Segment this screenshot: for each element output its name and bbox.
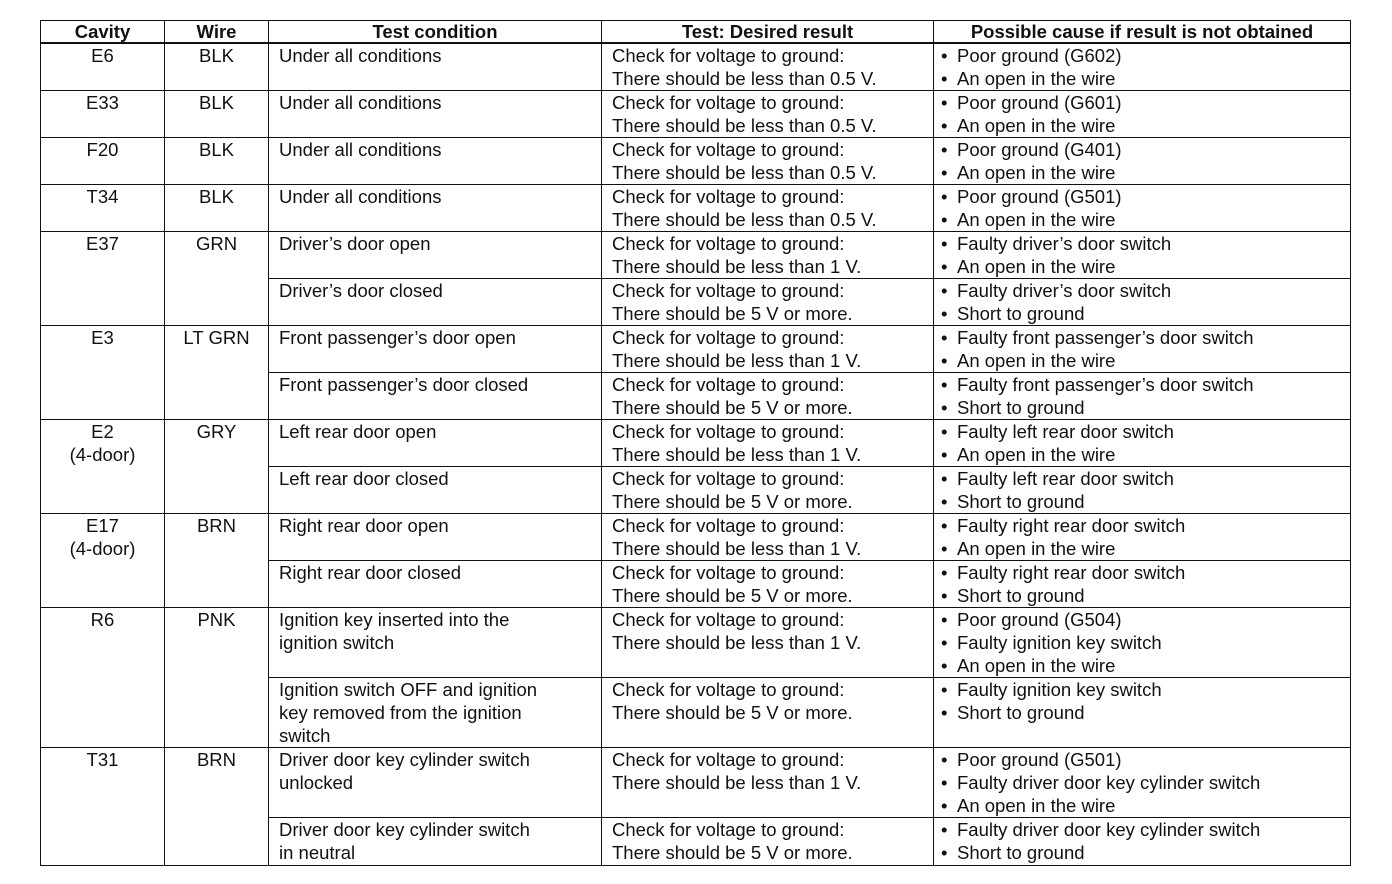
possible-cause-cell (934, 748, 1351, 818)
test-condition-text: ignition switch (279, 632, 395, 653)
table-header-row (41, 21, 1351, 44)
wire-color-cell: BRN (165, 748, 269, 866)
cavity-cell (41, 91, 165, 138)
desired-result-cell (602, 373, 934, 420)
cause-item (934, 420, 1350, 443)
possible-cause-cell (934, 326, 1351, 373)
wire-color-cell: BLK (165, 185, 269, 232)
desired-result-cell (602, 514, 934, 561)
test-condition-text: Front passenger’s door open (279, 327, 516, 348)
cause-text: An open in the wire (957, 655, 1116, 676)
table-row (41, 138, 1351, 185)
desired-result-text: Check for voltage to ground: (612, 280, 845, 301)
table-row (41, 420, 1351, 467)
bullet-icon: • (941, 186, 948, 207)
possible-cause-cell (934, 608, 1351, 678)
cause-text: An open in the wire (957, 162, 1116, 183)
desired-result-cell (602, 608, 934, 678)
possible-cause-cell (934, 678, 1351, 748)
cause-text: Faulty ignition key switch (957, 679, 1162, 700)
test-condition-text: Ignition key inserted into the (279, 609, 510, 630)
bullet-icon: • (941, 655, 948, 676)
test-condition-text: Right rear door closed (279, 562, 462, 583)
test-condition-text: Under all conditions (279, 186, 442, 207)
cavity-cell (41, 748, 165, 866)
bullet-icon: • (941, 679, 948, 700)
bullet-icon: • (941, 421, 948, 442)
cause-text: Faulty driver’s door switch (957, 233, 1172, 254)
desired-result-text: Check for voltage to ground: (612, 468, 845, 489)
wire-color-cell: BLK (165, 138, 269, 185)
cause-text: Poor ground (G504) (957, 609, 1122, 630)
desired-result-text: There should be less than 0.5 V. (612, 115, 877, 136)
desired-result-cell (602, 467, 934, 514)
cause-text: Faulty right rear door switch (957, 562, 1186, 583)
possible-cause-cell (934, 91, 1351, 138)
cause-text: Short to ground (957, 303, 1085, 324)
cause-text: Short to ground (957, 702, 1085, 723)
desired-result-text: There should be 5 V or more. (612, 491, 853, 512)
cause-item (934, 326, 1350, 349)
header-possible-cause: Possible cause if result is not obtained (934, 21, 1351, 44)
table-row (41, 326, 1351, 373)
desired-result-text: There should be less than 1 V. (612, 256, 862, 277)
bullet-icon: • (941, 819, 948, 840)
desired-result-text: There should be 5 V or more. (612, 397, 853, 418)
test-condition-text: key removed from the ignition (279, 702, 522, 723)
header-test-condition: Test condition (269, 21, 602, 44)
cavity-label: E6 (91, 45, 114, 66)
bullet-icon: • (941, 303, 948, 324)
cause-item (934, 537, 1350, 560)
cause-text: Short to ground (957, 491, 1085, 512)
test-condition-text: in neutral (279, 842, 356, 863)
bullet-icon: • (941, 585, 948, 606)
cause-text: An open in the wire (957, 795, 1116, 816)
desired-result-cell (602, 138, 934, 185)
bullet-icon: • (941, 209, 948, 230)
cavity-label: R6 (90, 609, 115, 630)
cavity-cell (41, 326, 165, 420)
cause-item (934, 91, 1350, 114)
possible-cause-cell (934, 373, 1351, 420)
bullet-icon: • (941, 538, 948, 559)
desired-result-text: There should be 5 V or more. (612, 585, 853, 606)
cause-text: Poor ground (G501) (957, 749, 1122, 770)
test-condition-cell (269, 467, 602, 514)
cause-item (934, 490, 1350, 513)
bullet-icon: • (941, 327, 948, 348)
header-cavity: Cavity (41, 21, 165, 44)
cause-text: Faulty ignition key switch (957, 632, 1162, 653)
bullet-icon: • (941, 632, 948, 653)
bullet-icon: • (941, 562, 948, 583)
desired-result-text: Check for voltage to ground: (612, 819, 845, 840)
possible-cause-cell (934, 138, 1351, 185)
cavity-label: (4-door) (69, 444, 136, 465)
bullet-icon: • (941, 139, 948, 160)
cause-item (934, 161, 1350, 184)
test-condition-cell (269, 678, 602, 748)
bullet-icon: • (941, 842, 948, 863)
cause-item (934, 67, 1350, 90)
cause-text: An open in the wire (957, 209, 1116, 230)
cause-text: An open in the wire (957, 68, 1116, 89)
possible-cause-cell (934, 420, 1351, 467)
table-row (41, 43, 1351, 91)
bullet-icon: • (941, 515, 948, 536)
desired-result-text: Check for voltage to ground: (612, 562, 845, 583)
desired-result-text: Check for voltage to ground: (612, 749, 845, 770)
desired-result-text: Check for voltage to ground: (612, 609, 845, 630)
cavity-cell (41, 608, 165, 748)
cavity-cell (41, 185, 165, 232)
bullet-icon: • (941, 772, 948, 793)
desired-result-text: There should be less than 0.5 V. (612, 68, 877, 89)
desired-result-text: There should be less than 1 V. (612, 444, 862, 465)
possible-cause-cell (934, 467, 1351, 514)
bullet-icon: • (941, 350, 948, 371)
bullet-icon: • (941, 256, 948, 277)
bullet-icon: • (941, 233, 948, 254)
cavity-cell (41, 420, 165, 514)
desired-result-text: Check for voltage to ground: (612, 327, 845, 348)
desired-result-text: There should be less than 1 V. (612, 350, 862, 371)
desired-result-cell (602, 279, 934, 326)
test-condition-cell (269, 818, 602, 866)
desired-result-cell (602, 561, 934, 608)
test-condition-text: Driver’s door open (279, 233, 431, 254)
test-condition-text: Driver door key cylinder switch (279, 819, 530, 840)
bullet-icon: • (941, 444, 948, 465)
possible-cause-cell (934, 514, 1351, 561)
desired-result-text: Check for voltage to ground: (612, 92, 845, 113)
desired-result-cell (602, 232, 934, 279)
cause-item (934, 208, 1350, 231)
test-condition-cell (269, 748, 602, 818)
bullet-icon: • (941, 45, 948, 66)
table-row (41, 91, 1351, 138)
test-condition-cell (269, 91, 602, 138)
cause-item (934, 701, 1350, 724)
cavity-cell (41, 138, 165, 185)
cause-item (934, 584, 1350, 607)
bullet-icon: • (941, 162, 948, 183)
test-condition-text: Driver’s door closed (279, 280, 443, 301)
cavity-label: E33 (86, 92, 119, 113)
cavity-label: E37 (86, 233, 119, 254)
bullet-icon: • (941, 491, 948, 512)
table-row (41, 608, 1351, 678)
desired-result-cell (602, 185, 934, 232)
cause-item (934, 232, 1350, 255)
cavity-cell (41, 232, 165, 326)
desired-result-cell (602, 678, 934, 748)
desired-result-text: There should be less than 0.5 V. (612, 209, 877, 230)
bullet-icon: • (941, 609, 948, 630)
table-row (41, 748, 1351, 818)
bullet-icon: • (941, 702, 948, 723)
cavity-label: (4-door) (69, 538, 136, 559)
test-condition-cell (269, 326, 602, 373)
desired-result-text: There should be 5 V or more. (612, 303, 853, 324)
desired-result-cell (602, 818, 934, 866)
test-condition-cell (269, 279, 602, 326)
door-switch-test-table (40, 20, 1351, 866)
bullet-icon: • (941, 280, 948, 301)
possible-cause-cell (934, 818, 1351, 866)
cause-item (934, 443, 1350, 466)
bullet-icon: • (941, 92, 948, 113)
cause-item (934, 302, 1350, 325)
possible-cause-cell (934, 561, 1351, 608)
cause-item (934, 138, 1350, 161)
possible-cause-cell (934, 279, 1351, 326)
test-condition-cell (269, 514, 602, 561)
bullet-icon: • (941, 374, 948, 395)
cavity-label: T31 (86, 749, 119, 770)
test-condition-text: Front passenger’s door closed (279, 374, 529, 395)
possible-cause-cell (934, 185, 1351, 232)
wire-color-cell: BLK (165, 91, 269, 138)
cause-item (934, 794, 1350, 817)
cavity-label: E17 (86, 515, 119, 536)
cause-item (934, 467, 1350, 490)
desired-result-text: Check for voltage to ground: (612, 679, 845, 700)
bullet-icon: • (941, 68, 948, 89)
test-condition-cell (269, 561, 602, 608)
test-condition-text: Under all conditions (279, 45, 442, 66)
desired-result-cell (602, 91, 934, 138)
cause-item (934, 185, 1350, 208)
test-condition-cell (269, 608, 602, 678)
test-condition-text: Ignition switch OFF and ignition (279, 679, 538, 700)
cause-item (934, 631, 1350, 654)
cause-text: Short to ground (957, 585, 1085, 606)
cause-item (934, 678, 1350, 701)
cavity-label: E3 (91, 327, 114, 348)
bullet-icon: • (941, 115, 948, 136)
wire-color-cell: BRN (165, 514, 269, 608)
test-condition-text: Left rear door open (279, 421, 437, 442)
cause-item (934, 608, 1350, 631)
desired-result-text: There should be less than 1 V. (612, 632, 862, 653)
cause-text: An open in the wire (957, 350, 1116, 371)
desired-result-text: Check for voltage to ground: (612, 515, 845, 536)
desired-result-text: There should be less than 1 V. (612, 772, 862, 793)
desired-result-text: Check for voltage to ground: (612, 45, 845, 66)
cause-text: Faulty driver door key cylinder switch (957, 772, 1261, 793)
test-condition-text: Right rear door open (279, 515, 449, 536)
cavity-label: T34 (86, 186, 119, 207)
test-condition-text: switch (279, 725, 331, 746)
desired-result-text: There should be 5 V or more. (612, 702, 853, 723)
desired-result-cell (602, 420, 934, 467)
cause-item (934, 114, 1350, 137)
desired-result-text: There should be less than 1 V. (612, 538, 862, 559)
bullet-icon: • (941, 397, 948, 418)
desired-result-text: Check for voltage to ground: (612, 233, 845, 254)
wire-color-cell: LT GRN (165, 326, 269, 420)
desired-result-cell (602, 326, 934, 373)
cause-item (934, 396, 1350, 419)
header-wire: Wire (165, 21, 269, 44)
table-row (41, 185, 1351, 232)
wire-color-cell: GRN (165, 232, 269, 326)
cause-text: Faulty front passenger’s door switch (957, 374, 1254, 395)
cause-text: Faulty right rear door switch (957, 515, 1186, 536)
test-condition-text: Under all conditions (279, 92, 442, 113)
cavity-label: F20 (86, 139, 119, 160)
cause-item (934, 771, 1350, 794)
cause-item (934, 373, 1350, 396)
desired-result-cell (602, 748, 934, 818)
cause-text: Poor ground (G601) (957, 92, 1122, 113)
cause-text: Short to ground (957, 397, 1085, 418)
desired-result-text: Check for voltage to ground: (612, 139, 845, 160)
cause-item (934, 818, 1350, 841)
cavity-cell (41, 43, 165, 91)
cause-item (934, 748, 1350, 771)
possible-cause-cell (934, 232, 1351, 279)
cause-text: An open in the wire (957, 256, 1116, 277)
cause-text: Poor ground (G602) (957, 45, 1122, 66)
table-row (41, 514, 1351, 561)
test-condition-text: Left rear door closed (279, 468, 449, 489)
cause-text: Faulty front passenger’s door switch (957, 327, 1254, 348)
cause-item (934, 349, 1350, 372)
cause-text: Poor ground (G401) (957, 139, 1122, 160)
cause-text: Short to ground (957, 842, 1085, 863)
cause-item (934, 654, 1350, 677)
desired-result-cell (602, 43, 934, 91)
cause-item (934, 561, 1350, 584)
desired-result-text: Check for voltage to ground: (612, 421, 845, 442)
bullet-icon: • (941, 795, 948, 816)
test-condition-cell (269, 373, 602, 420)
bullet-icon: • (941, 468, 948, 489)
cause-item (934, 255, 1350, 278)
cavity-cell (41, 514, 165, 608)
desired-result-text: There should be less than 0.5 V. (612, 162, 877, 183)
cause-text: Poor ground (G501) (957, 186, 1122, 207)
desired-result-text: There should be 5 V or more. (612, 842, 853, 863)
table-body (41, 43, 1351, 866)
cause-text: Faulty left rear door switch (957, 421, 1174, 442)
test-condition-text: Driver door key cylinder switch (279, 749, 530, 770)
desired-result-text: Check for voltage to ground: (612, 374, 845, 395)
cause-text: An open in the wire (957, 538, 1116, 559)
wire-color-cell: GRY (165, 420, 269, 514)
test-condition-cell (269, 232, 602, 279)
table-row (41, 232, 1351, 279)
cavity-label: E2 (91, 421, 114, 442)
desired-result-text: Check for voltage to ground: (612, 186, 845, 207)
header-desired-result: Test: Desired result (602, 21, 934, 44)
wire-color-cell: BLK (165, 43, 269, 91)
wire-color-cell: PNK (165, 608, 269, 748)
test-condition-text: unlocked (279, 772, 354, 793)
test-condition-cell (269, 138, 602, 185)
possible-cause-cell (934, 43, 1351, 91)
test-condition-text: Under all conditions (279, 139, 442, 160)
cause-text: An open in the wire (957, 115, 1116, 136)
bullet-icon: • (941, 749, 948, 770)
test-condition-cell (269, 185, 602, 232)
cause-item (934, 514, 1350, 537)
test-condition-cell (269, 43, 602, 91)
cause-item (934, 841, 1350, 864)
cause-item (934, 279, 1350, 302)
cause-text: Faulty left rear door switch (957, 468, 1174, 489)
test-condition-cell (269, 420, 602, 467)
cause-text: Faulty driver’s door switch (957, 280, 1172, 301)
cause-item (934, 44, 1350, 67)
cause-text: An open in the wire (957, 444, 1116, 465)
cause-text: Faulty driver door key cylinder switch (957, 819, 1261, 840)
